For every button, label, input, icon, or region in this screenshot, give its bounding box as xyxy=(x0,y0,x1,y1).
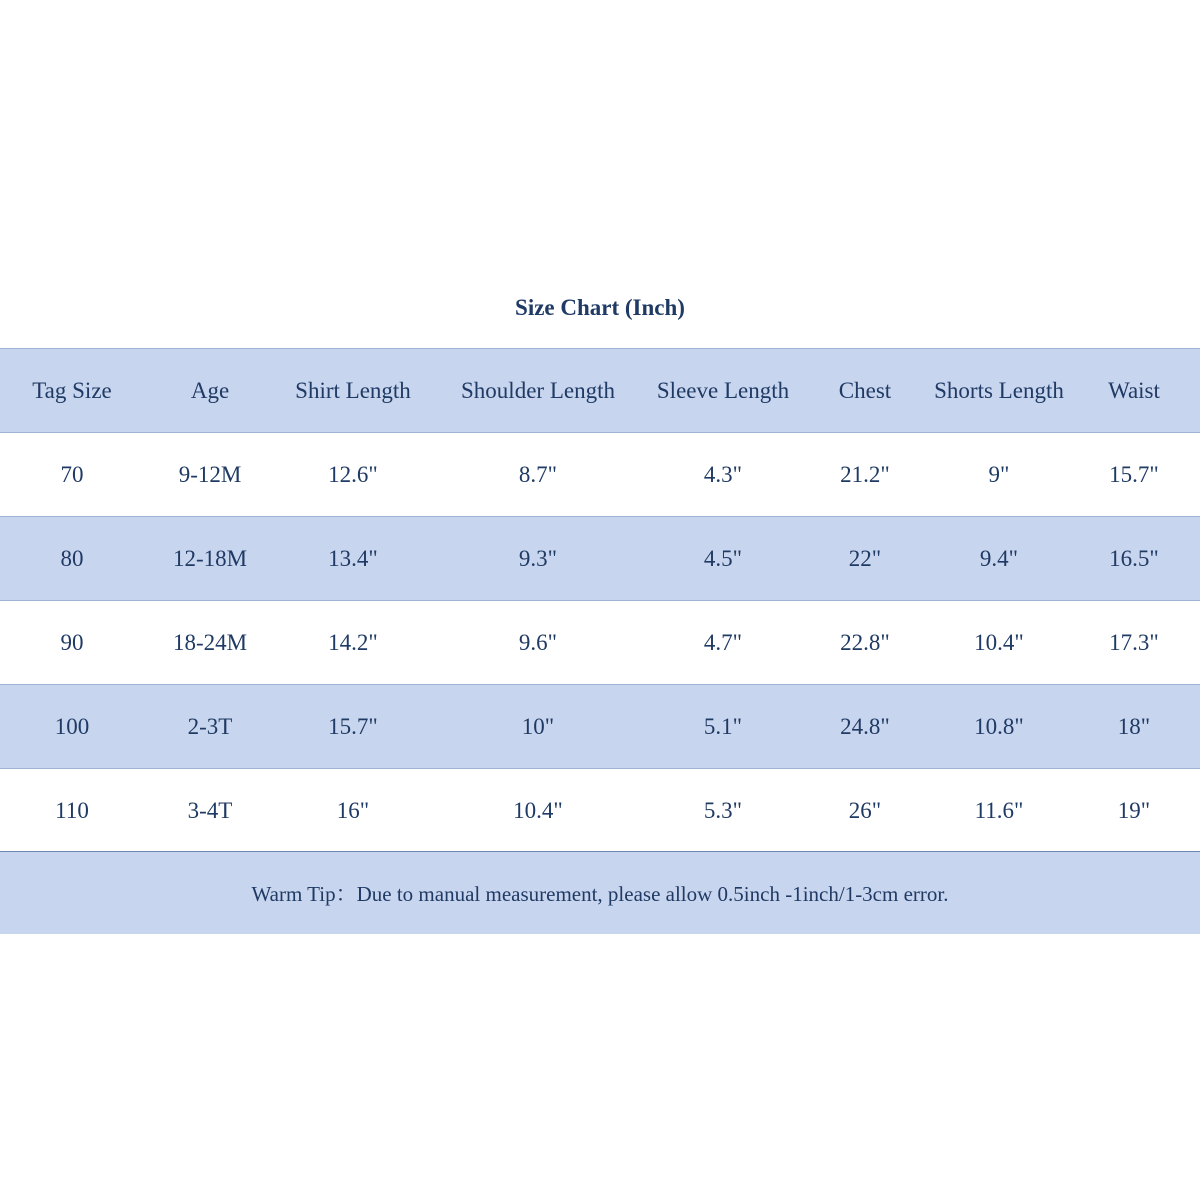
table-cell: 12-18M xyxy=(172,545,248,571)
table-row xyxy=(0,517,1200,601)
table-cell: 18" xyxy=(1117,713,1151,739)
table-cell: 10.4" xyxy=(513,797,563,823)
warm-tip-banner xyxy=(0,851,1200,934)
table-cell: 9.3" xyxy=(518,545,558,571)
table-header-row xyxy=(0,349,1200,433)
warm-tip-text: Warm Tip：Due to manual measurement, please allow 0.5inch -1inch/1-3cm error. xyxy=(251,882,949,906)
table-row xyxy=(0,685,1200,769)
table-row xyxy=(0,601,1200,685)
page-title: Size Chart (Inch) xyxy=(515,295,685,320)
table-cell: 70 xyxy=(60,461,84,487)
table-cell: 14.2" xyxy=(328,629,378,655)
column-header: Age xyxy=(190,377,230,403)
table-cell: 19" xyxy=(1117,797,1151,823)
table-cell: 5.3" xyxy=(703,797,743,823)
table-cell: 16.5" xyxy=(1109,545,1159,571)
table-cell: 4.3" xyxy=(703,461,743,487)
table-cell: 24.8" xyxy=(840,713,890,739)
column-header: Shoulder Length xyxy=(461,377,615,403)
table-cell: 10" xyxy=(521,713,555,739)
table-cell: 8.7" xyxy=(518,461,558,487)
column-header: Tag Size xyxy=(32,377,112,403)
table-cell: 2-3T xyxy=(187,713,233,739)
column-header: Sleeve Length xyxy=(656,377,790,403)
table-cell: 17.3" xyxy=(1109,629,1159,655)
table-row xyxy=(0,433,1200,517)
column-header: Shorts Length xyxy=(934,377,1064,403)
column-header: Shirt Length xyxy=(295,377,411,403)
table-cell: 9.4" xyxy=(979,545,1019,571)
table-cell: 4.7" xyxy=(703,629,743,655)
table-cell: 100 xyxy=(54,713,90,739)
table-cell: 90 xyxy=(60,629,84,655)
table-cell: 16" xyxy=(336,797,370,823)
table-cell: 22" xyxy=(848,545,882,571)
table-cell: 22.8" xyxy=(840,629,890,655)
table-cell: 9-12M xyxy=(178,461,242,487)
table-cell: 10.4" xyxy=(974,629,1024,655)
table-cell: 21.2" xyxy=(840,461,890,487)
table-cell: 12.6" xyxy=(328,461,378,487)
table-cell: 15.7" xyxy=(1109,461,1159,487)
table-cell: 5.1" xyxy=(703,713,743,739)
table-cell: 80 xyxy=(60,545,84,571)
table-cell: 110 xyxy=(55,797,89,823)
column-header: Chest xyxy=(838,377,892,403)
table-cell: 15.7" xyxy=(328,713,378,739)
table-cell: 4.5" xyxy=(703,545,743,571)
table-row xyxy=(0,769,1200,853)
column-header: Waist xyxy=(1108,377,1160,403)
table-cell: 10.8" xyxy=(974,713,1024,739)
table-cell: 3-4T xyxy=(187,797,233,823)
table-cell: 9.6" xyxy=(518,629,558,655)
table-cell: 11.6" xyxy=(974,797,1024,823)
table-cell: 26" xyxy=(848,797,882,823)
table-cell: 9" xyxy=(988,461,1010,487)
size-chart-table xyxy=(0,348,1200,852)
table-cell: 13.4" xyxy=(328,545,378,571)
table-cell: 18-24M xyxy=(172,629,248,655)
